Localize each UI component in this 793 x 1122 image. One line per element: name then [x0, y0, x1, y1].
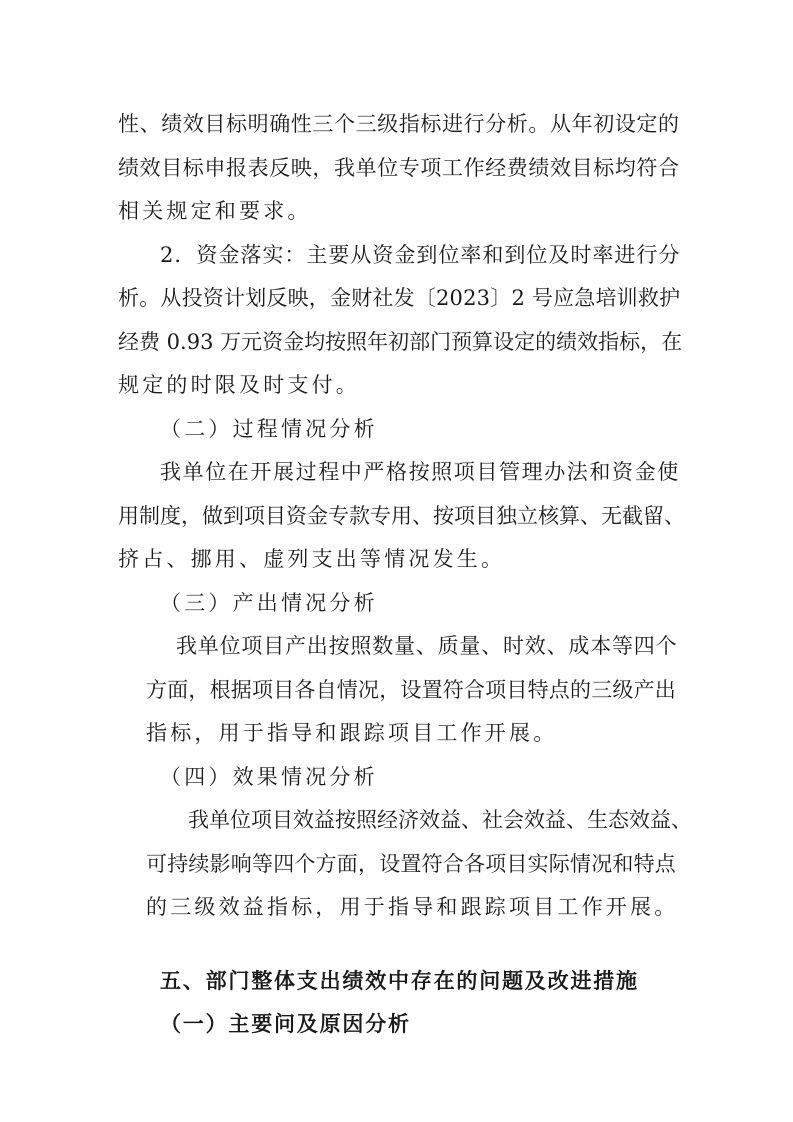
- paragraph-line: 绩效目标申报表反映，我单位专项工作经费绩效目标均符合: [118, 156, 680, 180]
- paragraph-line: 规定的时限及时支付。: [118, 373, 360, 397]
- section-heading: （三）产出情况分析: [160, 591, 378, 615]
- paragraph-line: 我单位项目产出按照数量、质量、时效、成本等四个: [176, 634, 678, 658]
- paragraph-line: 指标，用于指导和跟踪项目工作开展。: [146, 721, 558, 745]
- paragraph-line: 我单位项目效益按照经济效益、社会效益、生态效益、: [188, 808, 692, 832]
- paragraph-line: 方面，根据项目各自情况，设置符合项目特点的三级产出: [146, 678, 676, 702]
- chapter-heading: 五、部门整体支出绩效中存在的问题及改进措施: [160, 969, 639, 993]
- paragraph-line: 我单位在开展过程中严格按照项目管理办法和资金使: [160, 460, 680, 484]
- paragraph-line: 析。从投资计划反映，金财社发〔2023〕2 号应急培训救护: [118, 286, 681, 310]
- section-heading: （二）过程情况分析: [160, 417, 378, 441]
- paragraph-line: 可持续影响等四个方面，设置符合各项目实际情况和特点: [146, 852, 676, 876]
- subsection-heading: （一）主要问及原因分析: [160, 1012, 411, 1036]
- paragraph-line: 相关规定和要求。: [118, 199, 312, 223]
- paragraph-line: 2．资金落实：主要从资金到位率和到位及时率进行分: [160, 243, 681, 267]
- paragraph-line: 挤占、挪用、虚列支出等情况发生。: [118, 547, 506, 571]
- paragraph-line: 经费 0.93 万元资金均按照年初部门预算设定的绩效指标，在: [118, 330, 683, 354]
- paragraph-line: 的三级效益指标，用于指导和跟踪项目工作开展。: [146, 895, 679, 919]
- paragraph-line: 用制度，做到项目资金专款专用、按项目独立核算、无截留、: [118, 504, 685, 528]
- section-heading: （四）效果情况分析: [160, 765, 378, 789]
- paragraph-line: 性、绩效目标明确性三个三级指标进行分析。从年初设定的: [118, 112, 680, 136]
